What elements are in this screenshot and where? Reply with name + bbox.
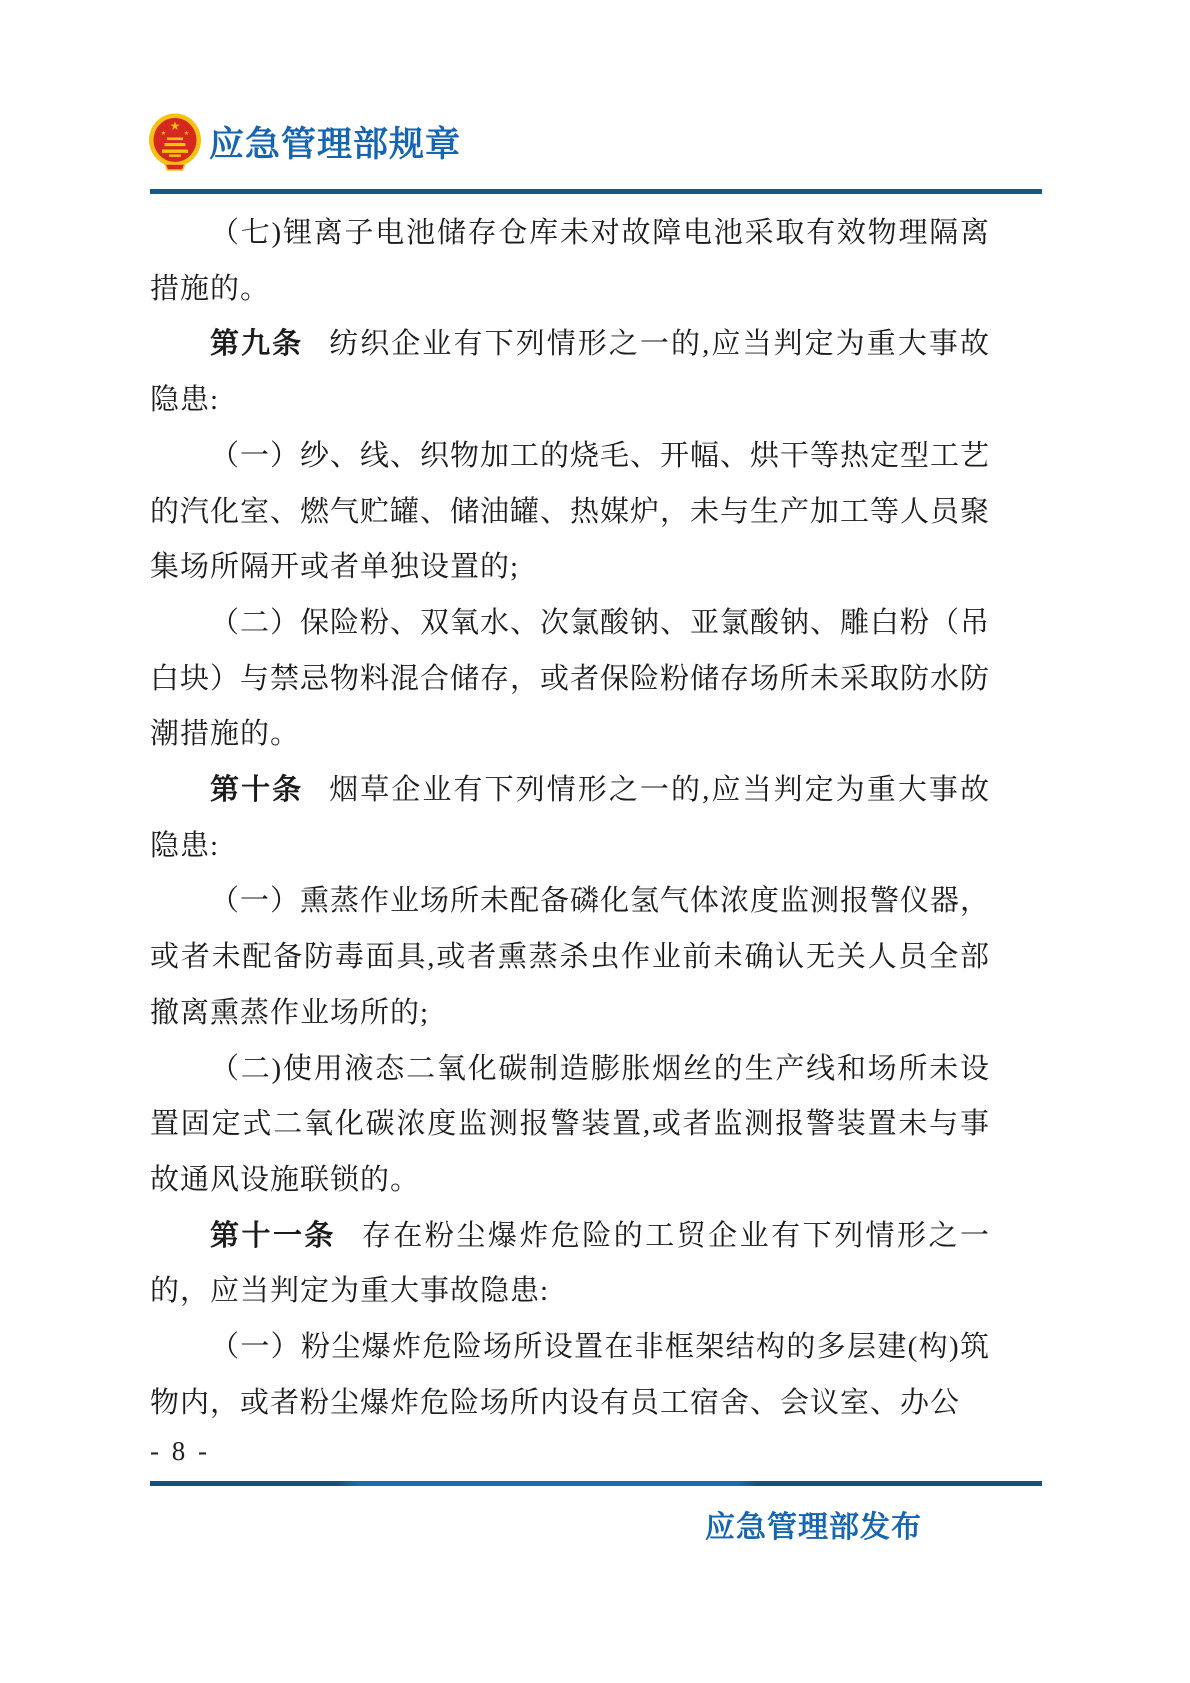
paragraph-text: 烟草企业有下列情形之一的,应当判定为重大事故隐患: [150,774,990,862]
footer-publisher-label: 应急管理部发布 [705,1511,922,1544]
paragraph-text: 存在粉尘爆炸危险的工贸企业有下列情形之一的，应当判定为重大事故隐患: [150,1219,990,1308]
paragraph-text: （一）粉尘爆炸危险场所设置在非框架结构的多层建(构)筑物内，或者粉尘爆炸危险场所内设有员工宿舍、会议室、办公 [150,1331,990,1419]
document-body [150,206,990,1431]
paragraph-text: （七)锂离子电池储存仓库未对故障电池采取有效物理隔离措施的。 [150,217,990,305]
paragraph-article-10 [150,763,990,874]
article-number-label: 第九条 [210,328,304,361]
paragraph-item-7 [150,206,990,317]
paragraph-item-2 [150,1042,990,1209]
paragraph-text: 纺织企业有下列情形之一的,应当判定为重大事故隐患: [150,328,990,417]
paragraph-text: （二)使用液态二氧化碳制造膨胀烟丝的生产线和场所未设置固定式二氧化碳浓度监测报警装置,或者监测报警装置未与事故通风设施联锁的。 [150,1052,990,1196]
paragraph-text: （一）熏蒸作业场所未配备磷化氢气体浓度监测报警仪器，或者未配备防毒面具,或者熏蒸杀虫作业前未确认无关人员全部撤离熏蒸作业场所的; [150,885,991,1029]
header-agency-label: 应急管理部规章 [209,125,462,164]
page-number: - 8 - [150,1436,210,1466]
footer-divider [150,1481,1042,1486]
paragraph-item-1 [150,1320,990,1431]
paragraph-article-11 [150,1209,990,1320]
svg-text:★: ★ [169,119,181,133]
article-number-label: 第十一条 [210,1219,336,1252]
paragraph-item-1 [150,429,990,596]
header-brand [148,112,461,172]
paragraph-article-9 [150,317,990,428]
paragraph-item-2 [150,596,990,763]
header-divider [150,189,1042,194]
svg-text:★: ★ [183,131,190,137]
article-number-label: 第十条 [210,774,304,807]
paragraph-text: （一）纱、线、织物加工的烧毛、开幅、烘干等热定型工艺的汽化室、燃气贮罐、储油罐、热媒炉，未与生产加工等人员聚集场所隔开或者单独设置的; [150,439,991,584]
svg-text:★: ★ [160,131,167,137]
paragraph-item-1 [150,874,990,1041]
paragraph-text: （二）保险粉、双氧水、次氯酸钠、亚氯酸钠、雕白粉（吊白块）与禁忌物料混合储存，或者保险粉储存场所未采取防水防潮措施的。 [150,606,991,751]
national-emblem-icon [148,113,202,171]
